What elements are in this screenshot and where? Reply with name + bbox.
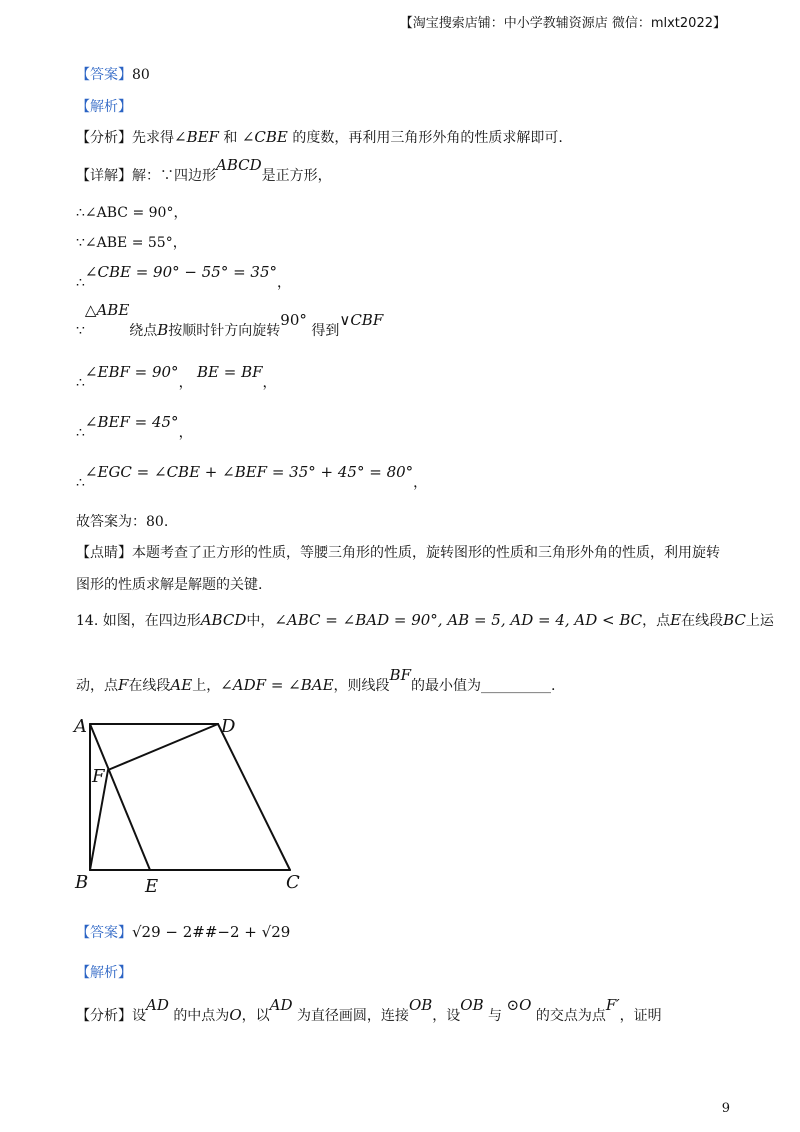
- fenxi-text: ，证明: [619, 1008, 662, 1024]
- math-ad: AD: [269, 996, 293, 1014]
- stem-text: 动，点: [76, 678, 118, 694]
- step-2: ∵∠ABE = 55°，: [76, 235, 187, 251]
- therefore-symbol: ∴: [76, 275, 85, 291]
- math-90deg: 90°: [280, 311, 307, 329]
- xiangjie-text: 是正方形，: [261, 168, 332, 184]
- fenxi-tag: 【分析】: [76, 130, 132, 146]
- stem-text: 中，: [246, 613, 275, 629]
- label-a: A: [74, 716, 87, 737]
- fenxi-text: 的中点为: [173, 1008, 230, 1024]
- page-number: 9: [721, 1101, 730, 1116]
- segment-ae: [90, 724, 150, 870]
- step-7: [76, 462, 428, 491]
- dianjing-text: 本题考查了正方形的性质，等腰三角形的性质，旋转图形的性质和三角形外角的性质，利用旋转: [132, 545, 720, 561]
- math-ad: AD: [146, 996, 169, 1014]
- math-f: F: [118, 676, 129, 694]
- analysis-tag: 【解析】: [76, 965, 132, 981]
- step-5-math-2: BE = BF: [197, 363, 263, 381]
- math-f-prime: F′: [605, 996, 620, 1014]
- math-ob: OB: [408, 996, 433, 1014]
- label-c: C: [286, 872, 300, 893]
- math-angle-cbe: ∠CBE: [241, 128, 288, 146]
- label-f: F: [92, 766, 105, 787]
- dianjing-line-1: [76, 542, 720, 562]
- punct: ，: [413, 475, 428, 491]
- stem-text: ，则线段: [333, 678, 390, 694]
- xiangjie-tag: 【详解】: [76, 168, 132, 184]
- step-4-text: 按顺时针方向旋转: [168, 323, 281, 339]
- fenxi-text: 先求得: [132, 130, 174, 146]
- fenxi-text: 与: [488, 1008, 503, 1024]
- step-4-text: 绕点: [129, 323, 158, 339]
- answer-value: 80: [132, 67, 150, 83]
- stem-text: 14. 如图，在四边形: [76, 613, 201, 629]
- step-5-math-1: ∠EBF = 90°: [84, 363, 179, 381]
- math-circle-o: ⊙O: [506, 996, 532, 1014]
- label-d: D: [221, 716, 236, 737]
- fenxi-text: 设: [132, 1008, 146, 1024]
- punct: ，: [277, 275, 292, 291]
- step-4: [76, 301, 384, 339]
- math-e: E: [670, 611, 682, 629]
- analysis-tag: 【解析】: [76, 99, 132, 115]
- q14-answer-line: [76, 922, 290, 942]
- segment-dc: [218, 724, 290, 870]
- label-b: B: [75, 872, 89, 893]
- stem-text: 上，: [192, 678, 221, 694]
- fenxi-text: 的交点为点: [535, 1008, 606, 1024]
- stem-text: 上运: [745, 613, 774, 629]
- therefore-symbol: ∴: [76, 375, 85, 391]
- punct: ，: [178, 425, 193, 441]
- math-bc: BC: [723, 611, 746, 629]
- q13-xiangjie-line: [76, 156, 332, 185]
- fenxi-text: ，设: [432, 1008, 461, 1024]
- fenxi-text: ，以: [241, 1008, 270, 1024]
- dianjing-line-2: 图形的性质求解是解题的关键.: [76, 577, 263, 593]
- fenxi-text: 和: [223, 130, 238, 146]
- math-angle-bef: ∠BEF: [174, 128, 219, 146]
- because-symbol: ∵: [76, 323, 85, 339]
- math-o: O: [229, 1006, 242, 1024]
- math-cbf: ∨CBF: [339, 311, 384, 329]
- q14-stem-line-1: [76, 610, 774, 630]
- punct: ，: [262, 375, 277, 391]
- math-abcd: ABCD: [216, 156, 262, 174]
- stem-text: ，点: [642, 613, 671, 629]
- step-1: ∴∠ABC = 90°，: [76, 205, 188, 221]
- answer-value: √29 − 2##−2 + √29: [132, 923, 291, 941]
- q14-stem-line-2: [76, 666, 556, 695]
- q14-fenxi-line: [76, 995, 662, 1024]
- fenxi-text: 的度数，再利用三角形外角的性质求解即可.: [292, 130, 563, 146]
- fenxi-text: 为直径画圆，连接: [296, 1008, 409, 1024]
- xiangjie-text: 解：∵四边形: [132, 168, 216, 184]
- math-abcd: ABCD: [200, 611, 247, 629]
- q13-answer-line: [76, 64, 150, 84]
- step-3: [76, 262, 292, 291]
- therefore-symbol: ∴: [76, 475, 85, 491]
- label-e: E: [145, 876, 159, 897]
- geometry-figure: [70, 712, 340, 897]
- dianjing-tag: 【点睛】: [76, 545, 132, 561]
- step-6: [76, 412, 193, 441]
- step-3-math: ∠CBE = 90° − 55° = 35°: [84, 263, 278, 281]
- step-5: [76, 362, 277, 391]
- math-b: B: [157, 321, 169, 339]
- stem-text: 在线段: [681, 613, 724, 629]
- answer-tag: 【答案】: [76, 67, 132, 83]
- math-bf: BF: [389, 666, 411, 684]
- answer-tag: 【答案】: [76, 925, 132, 941]
- conclusion: 故答案为：80.: [76, 514, 169, 530]
- therefore-symbol: ∴: [76, 425, 85, 441]
- math-ae: AE: [170, 676, 193, 694]
- stem-conditions: ∠ABC = ∠BAD = 90°, AB = 5, AD = 4, AD < BC: [274, 611, 643, 629]
- stem-text-blank: 的最小值为__________.: [410, 678, 556, 694]
- step-4-text: 得到: [311, 323, 340, 339]
- page-header: 【淘宝搜索店铺：中小学教辅资源店 微信：mlxt2022】: [399, 16, 726, 31]
- step-7-math: ∠EGC = ∠CBE + ∠BEF = 35° + 45° = 80°: [84, 463, 414, 481]
- stem-text: 在线段: [128, 678, 171, 694]
- stem-angle-condition: ∠ADF = ∠BAE: [220, 676, 334, 694]
- segment-df: [108, 724, 218, 770]
- math-ob: OB: [460, 996, 484, 1014]
- math-triangle-abe: △ABE: [84, 301, 130, 319]
- punct: ，: [178, 375, 193, 391]
- q13-fenxi-line: [76, 127, 563, 147]
- fenxi-tag: 【分析】: [76, 1008, 132, 1024]
- step-6-math: ∠BEF = 45°: [84, 413, 179, 431]
